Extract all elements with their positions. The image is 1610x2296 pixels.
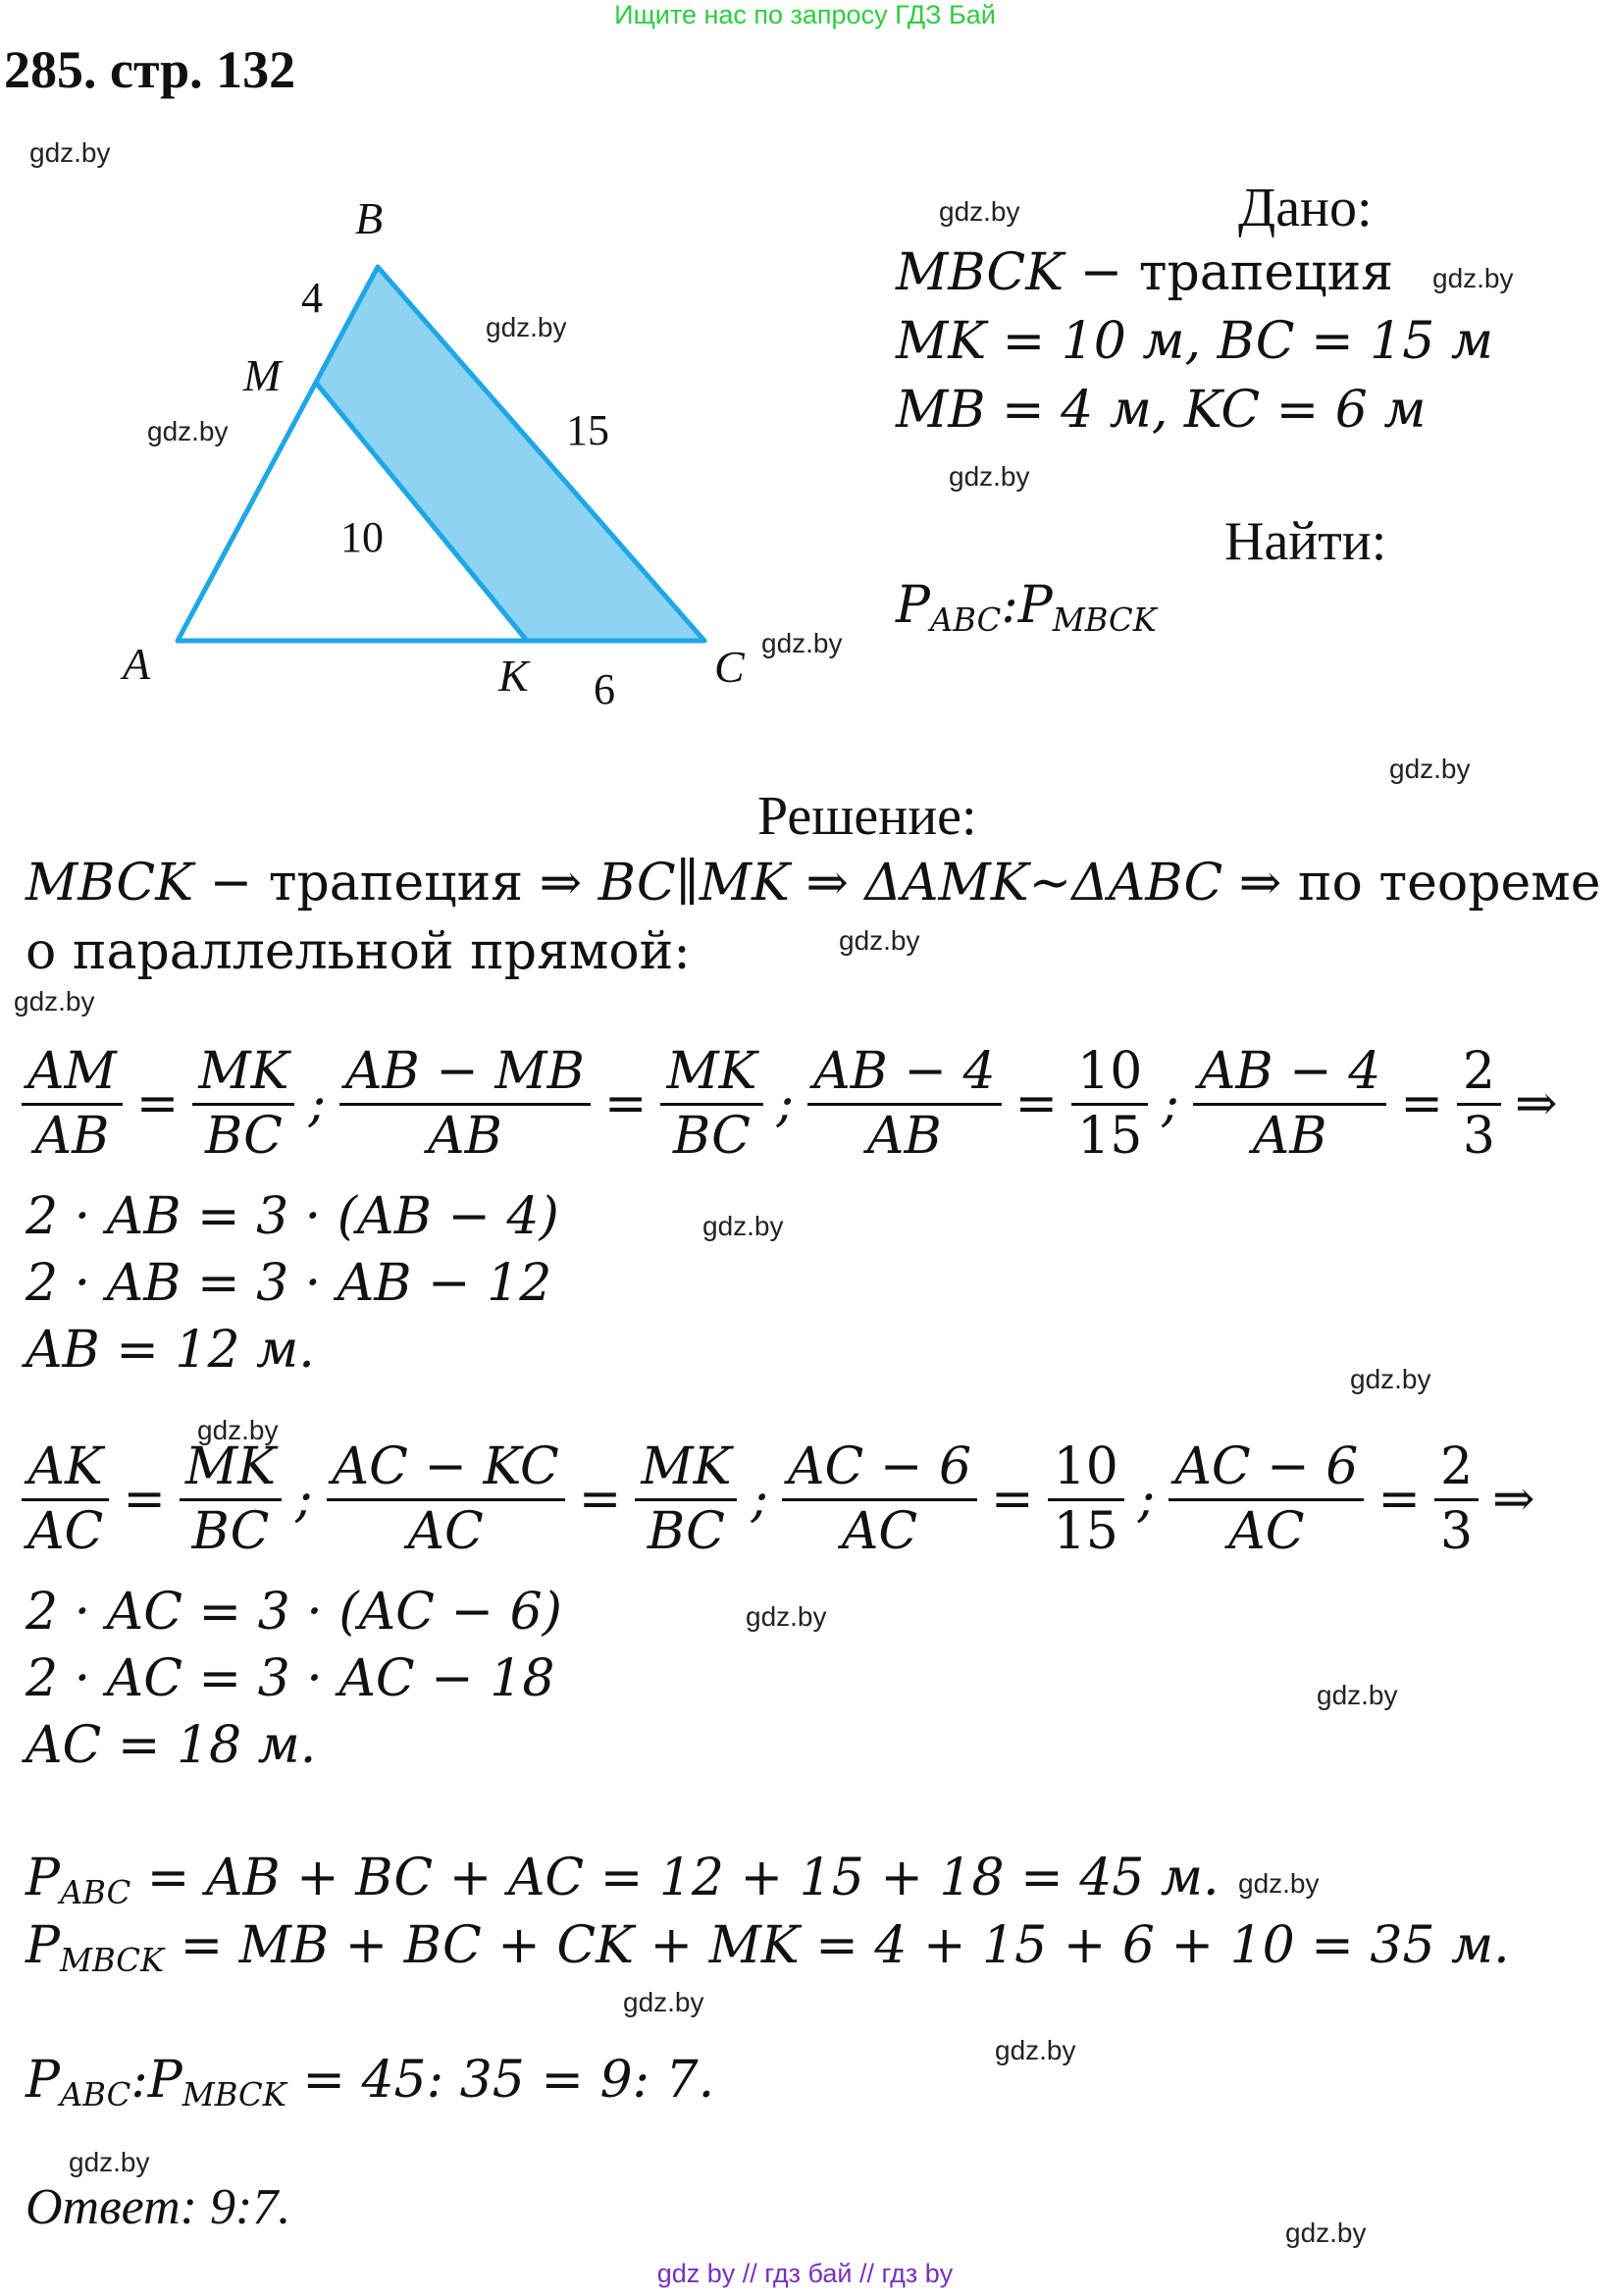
vertex-label-b: B: [355, 193, 384, 243]
solution-heading: Решение:: [757, 786, 977, 847]
watermark: gdz.by: [1432, 263, 1514, 293]
denominator: AB: [34, 1106, 110, 1166]
denominator: 15: [1053, 1501, 1118, 1561]
proportion-ab: [16, 1042, 1566, 1166]
vertex-label-c: C: [714, 642, 745, 692]
find-heading: Найти:: [1224, 511, 1387, 572]
denominator: BC: [647, 1501, 725, 1561]
find-expression: [896, 576, 1157, 639]
denominator: 15: [1077, 1106, 1143, 1166]
ac-step-2: 2 · AC = 3 · AC − 18: [26, 1649, 555, 1708]
numerator: AC − KC: [327, 1440, 565, 1501]
proportion-ac: [16, 1437, 1543, 1561]
vertex-label-a: A: [123, 639, 151, 689]
denominator: AB: [866, 1106, 942, 1166]
watermark: gdz.by: [29, 137, 111, 168]
fraction: [807, 1042, 1001, 1166]
numerator: 10: [1048, 1440, 1124, 1501]
answer: Ответ: 9:7.: [26, 2179, 291, 2235]
numerator: MK: [192, 1045, 294, 1106]
watermark: gdz.by: [839, 925, 920, 956]
fraction: [339, 1042, 591, 1166]
watermark: gdz.by: [147, 416, 229, 446]
watermark: gdz.by: [939, 196, 1020, 227]
fraction: [192, 1042, 294, 1166]
perimeter-mbck-value: = MB + BC + CK + MK = 4 + 15 + 6 + 10 = 35 м.: [164, 1916, 1510, 1975]
length-kc: 6: [594, 665, 615, 713]
perimeter-abc-value: = AB + BC + AC = 12 + 15 + 18 = 45 м.: [130, 1849, 1220, 1907]
ab-step-2: 2 · AB = 3 · AB − 12: [26, 1254, 552, 1313]
watermark: gdz.by: [995, 2035, 1076, 2065]
triangle-figure: [0, 0, 805, 746]
length-mb: 4: [301, 274, 323, 322]
given-line-2: MK = 10 м, BC = 15 м: [896, 312, 1493, 371]
vertex-label-k: K: [498, 651, 529, 701]
ratio-value: = 45: 35 = 9: 7.: [286, 2051, 715, 2110]
fraction: [22, 1437, 109, 1561]
separator: ;: [751, 1470, 768, 1530]
numerator: AM: [22, 1045, 123, 1106]
numerator: MK: [180, 1440, 282, 1501]
text: ⇒ по теореме: [1222, 854, 1601, 913]
fraction: [327, 1437, 565, 1561]
separator: ;: [1137, 1470, 1156, 1530]
ac-result: AC = 18 м.: [26, 1716, 317, 1775]
denominator: AC: [1228, 1501, 1305, 1561]
equals: =: [123, 1470, 166, 1530]
perimeter-symbol: P: [26, 2051, 60, 2110]
length-mk: 10: [340, 513, 384, 561]
equals: =: [603, 1074, 648, 1134]
given-line-1: [896, 243, 1393, 302]
colon: :: [1001, 576, 1018, 635]
denominator: BC: [673, 1106, 751, 1166]
numerator: MK: [660, 1045, 762, 1106]
denominator: AC: [407, 1501, 484, 1561]
implies-arrow: ⇒: [1514, 1074, 1558, 1134]
numerator: AB − MB: [339, 1045, 591, 1106]
given-heading: Дано:: [1238, 178, 1373, 238]
watermark: gdz.by: [486, 312, 567, 342]
equals: =: [1377, 1470, 1421, 1530]
numerator: 2: [1457, 1045, 1501, 1106]
numerator: 2: [1434, 1440, 1479, 1501]
denominator: BC: [204, 1106, 283, 1166]
watermark: gdz.by: [623, 1987, 704, 2017]
bottom-banner-link[interactable]: gdz by // гдз бай // гдз by: [656, 2259, 954, 2288]
perimeter-symbol: P: [26, 1849, 60, 1907]
given-text: − трапеция: [1064, 243, 1394, 302]
colon: :: [130, 2051, 148, 2110]
watermark: gdz.by: [746, 1601, 827, 1632]
numerator: AC − 6: [1169, 1440, 1364, 1501]
perimeter-symbol: P: [1017, 576, 1053, 635]
denominator: 3: [1462, 1106, 1495, 1166]
numerator: AB − 4: [807, 1045, 1001, 1106]
numerator: AC − 6: [782, 1440, 977, 1501]
fraction: [1457, 1042, 1501, 1166]
watermark: gdz.by: [14, 986, 95, 1017]
given-var: MBCK: [896, 243, 1065, 302]
perimeter-symbol: P: [26, 1916, 60, 1975]
text: − трапеция ⇒: [193, 854, 598, 913]
numerator: AK: [22, 1440, 109, 1501]
denominator: AC: [27, 1501, 104, 1561]
subscript: MBCK: [182, 2076, 286, 2114]
watermark: gdz.by: [197, 1415, 279, 1445]
fraction: [180, 1437, 282, 1561]
numerator: AB − 4: [1193, 1045, 1386, 1106]
separator: ;: [295, 1470, 313, 1530]
denominator: AB: [1252, 1106, 1327, 1166]
watermark: gdz.by: [69, 2147, 150, 2177]
expr: MBCK: [26, 854, 194, 913]
fraction: [782, 1437, 977, 1561]
separator: ;: [308, 1074, 326, 1134]
expr: BC∥MK ⇒ ΔAMK∼ΔABC: [597, 854, 1223, 913]
fraction: [1434, 1437, 1479, 1561]
subscript: MBCK: [60, 1942, 165, 1980]
denominator: AB: [428, 1106, 502, 1166]
perimeter-symbol: P: [147, 2051, 182, 2110]
equals: =: [135, 1074, 180, 1134]
perimeter-abc: [26, 1849, 1220, 1911]
watermark: gdz.by: [1285, 2218, 1367, 2248]
subscript: ABC: [60, 1874, 131, 1912]
page-title: 285. стр. 132: [4, 40, 296, 99]
solution-line-2: о параллельной прямой:: [26, 922, 691, 981]
subscript: MBCK: [1052, 601, 1157, 640]
equals: =: [1400, 1074, 1443, 1134]
denominator: AC: [841, 1501, 918, 1561]
subscript: ABC: [930, 601, 1002, 640]
watermark: gdz.by: [1317, 1680, 1398, 1710]
top-banner-link[interactable]: Ищите нас по запросу ГДЗ Бай: [614, 0, 996, 29]
fraction: [660, 1042, 762, 1166]
separator: ;: [776, 1074, 795, 1134]
numerator: MK: [635, 1440, 737, 1501]
ab-result: AB = 12 м.: [26, 1321, 315, 1380]
separator: ;: [1162, 1074, 1179, 1134]
equals: =: [991, 1470, 1034, 1530]
numerator: 10: [1071, 1045, 1148, 1106]
watermark: gdz.by: [1238, 1868, 1320, 1899]
fraction: [22, 1042, 123, 1166]
fraction: [1193, 1042, 1386, 1166]
perimeter-mbck: [26, 1916, 1510, 1979]
equals: =: [1014, 1074, 1059, 1134]
watermark: gdz.by: [761, 628, 843, 658]
solution-line-1: [26, 854, 1601, 913]
watermark: gdz.by: [1389, 754, 1471, 784]
ac-step-1: 2 · AC = 3 · (AC − 6): [26, 1583, 562, 1642]
fraction: [1169, 1437, 1364, 1561]
equals: =: [578, 1470, 622, 1530]
perimeter-symbol: P: [896, 576, 930, 635]
fraction: [635, 1437, 737, 1561]
watermark: gdz.by: [702, 1211, 784, 1241]
denominator: BC: [191, 1501, 270, 1561]
fraction: [1071, 1042, 1148, 1166]
length-bc: 15: [566, 406, 609, 454]
subscript: ABC: [60, 2076, 131, 2114]
denominator: 3: [1439, 1501, 1474, 1561]
watermark: gdz.by: [1350, 1364, 1431, 1394]
ab-step-1: 2 · AB = 3 · (AB − 4): [26, 1187, 559, 1246]
fraction: [1048, 1437, 1124, 1561]
perimeter-ratio: [26, 2051, 714, 2113]
watermark: gdz.by: [949, 461, 1030, 492]
implies-arrow: ⇒: [1492, 1470, 1535, 1530]
vertex-label-m: M: [243, 350, 282, 400]
given-line-3: MB = 4 м, KC = 6 м: [896, 381, 1427, 440]
